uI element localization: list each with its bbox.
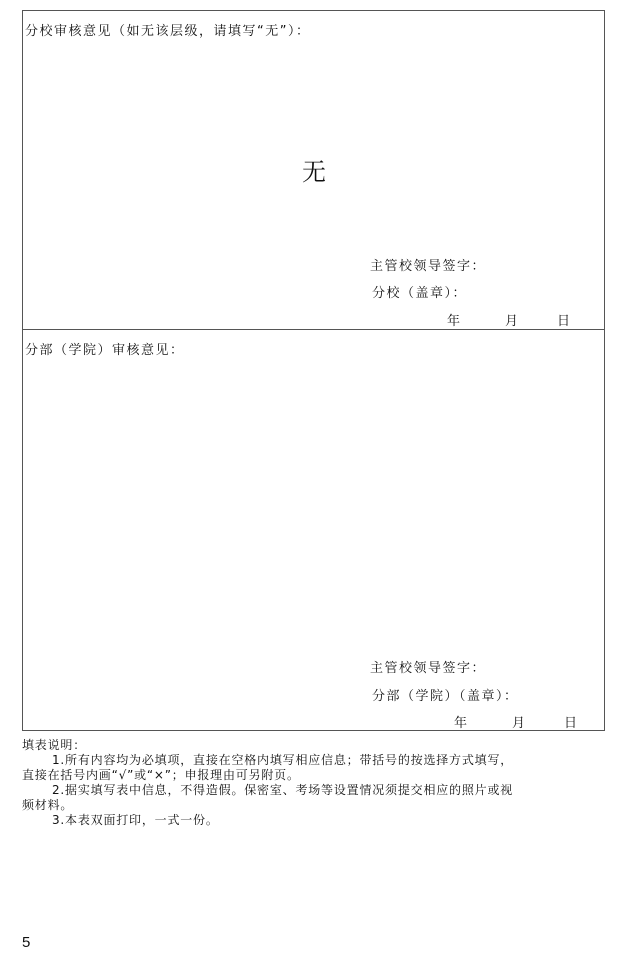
date-year-label: 年: [447, 314, 461, 329]
division-review-section: [22, 329, 605, 731]
branch-school-opinion-text: 无: [302, 158, 326, 186]
branch-school-stamp-label: 分校（盖章）：: [372, 286, 468, 301]
instruction-item-2: 2.据实填写表中信息，不得造假。保密室、考场等设置情况须提交相应的照片或视: [52, 783, 514, 797]
instruction-item-2-continued: 频材料。: [22, 798, 74, 812]
date-month-label: 月: [512, 716, 526, 731]
date-row: [454, 712, 594, 731]
date-day-label: 日: [557, 314, 571, 329]
instruction-item-1-continued: 直接在括号内画“√”或“×”；申报理由可另附页。: [22, 768, 300, 782]
date-day-label: 日: [564, 716, 578, 731]
date-month-label: 月: [505, 314, 519, 329]
form-instructions: [22, 738, 607, 828]
page-number: 5: [22, 934, 31, 951]
instructions-heading: 填表说明：: [22, 738, 87, 752]
instruction-item-1: 1.所有内容均为必填项，直接在空格内填写相应信息；带括号的按选择方式填写，: [52, 753, 514, 767]
date-year-label: 年: [454, 716, 468, 731]
division-stamp-label: 分部（学院）（盖章）：: [372, 689, 519, 704]
instruction-item-3: 3.本表双面打印，一式一份。: [52, 813, 219, 827]
branch-school-review-title: 分校审核意见（如无该层级，请填写“无”）：: [25, 24, 311, 39]
division-review-title: 分部（学院）审核意见：: [25, 343, 185, 358]
leader-signature-label: 主管校领导签字：: [370, 661, 487, 676]
date-row: [447, 310, 587, 329]
branch-school-review-section: [22, 10, 605, 330]
leader-signature-label: 主管校领导签字：: [370, 259, 487, 274]
